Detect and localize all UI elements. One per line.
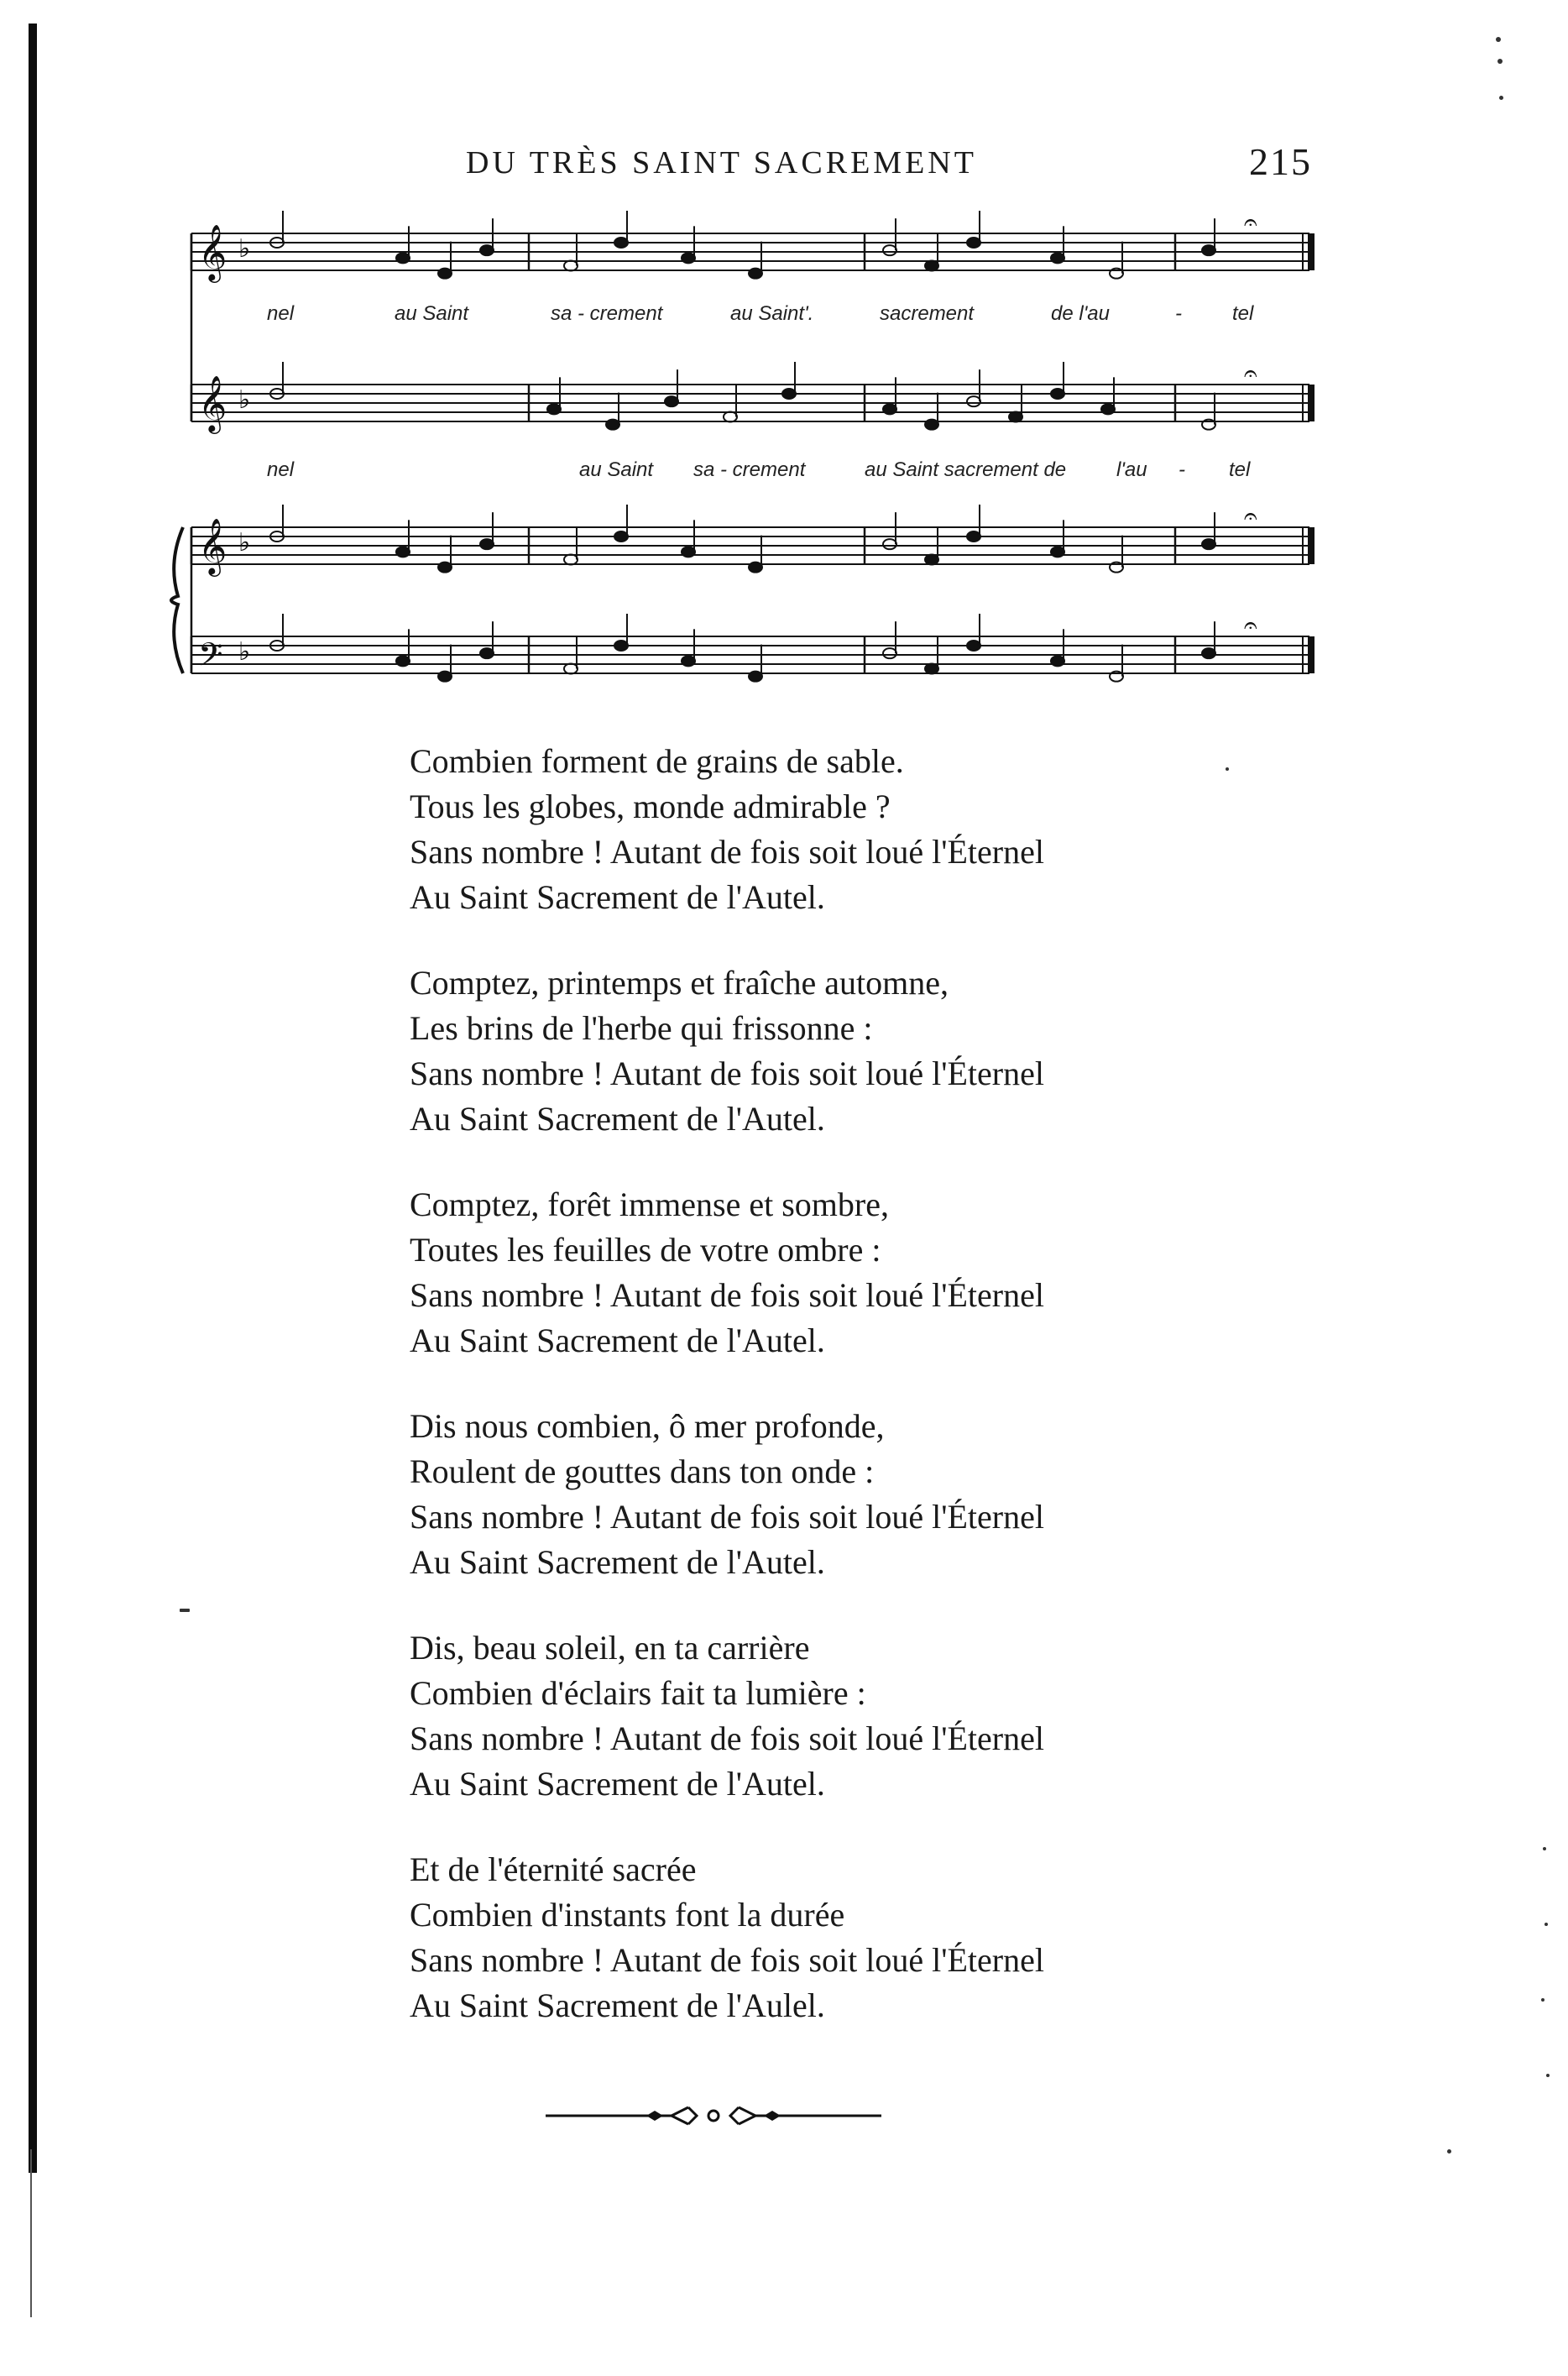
treble-clef-icon: 𝄞 [198, 223, 227, 280]
speck [1546, 2074, 1550, 2077]
page-number: 215 [1249, 140, 1312, 183]
poem-line: Au Saint Sacrement de l'Autel. [410, 1765, 825, 1803]
note-head [665, 396, 678, 406]
note-head [1009, 412, 1022, 422]
lyric-s2-3: sa - crement [693, 458, 806, 481]
music-score [0, 210, 1568, 714]
lyric-s1-8: tel [1232, 302, 1254, 325]
fermata-icon: 𝄐 [1244, 359, 1257, 387]
poem-line: Sans nombre ! Autant de fois soit loué l'Éternel [410, 833, 1044, 871]
note-head [1101, 404, 1115, 414]
tail-ornament-icon [546, 2103, 881, 2133]
lyric-s1-5: sacrement [880, 302, 975, 325]
poem-line: Comptez, printemps et fraîche automne, [410, 964, 949, 1002]
poem-line: Au Saint Sacrement de l'Autel. [410, 1100, 825, 1138]
page-header [0, 140, 1568, 195]
speck [1447, 2149, 1451, 2154]
note-head [1051, 253, 1064, 263]
poem-line: Les brins de l'herbe qui frissonne : [410, 1009, 873, 1047]
stanza-4 [410, 1404, 1417, 1585]
poem-line: Au Saint Sacrement de l'Autel. [410, 878, 825, 916]
poem-line: Combien d'instants font la durée [410, 1896, 845, 1934]
speck [1226, 767, 1229, 771]
note-head [782, 389, 796, 399]
note-head [925, 664, 938, 674]
running-title: DU TRÈS SAINT SACREMENT [466, 145, 977, 181]
lyric-s2-4: au Saint sacrement de [865, 458, 1067, 481]
note-head [682, 253, 695, 263]
note-head [396, 547, 410, 557]
note-head [967, 238, 980, 248]
poem-line: Au Saint Sacrement de l'Autel. [410, 1543, 825, 1581]
note-head [749, 672, 762, 682]
poem-line: Dis, beau soleil, en ta carrière [410, 1629, 810, 1667]
note-head [925, 420, 938, 430]
poem [410, 739, 1417, 2069]
treble-clef-icon: 𝄞 [198, 517, 227, 574]
poem-line: Sans nombre ! Autant de fois soit loué l'Éternel [410, 1276, 1044, 1314]
poem-line: Tous les globes, monde admirable ? [410, 788, 891, 825]
poem-line: Sans nombre ! Autant de fois soit loué l'Éternel [410, 1498, 1044, 1536]
poem-line: Sans nombre ! Autant de fois soit loué l'Éternel [410, 1055, 1044, 1092]
speck [1543, 1847, 1546, 1850]
note-head [883, 539, 896, 549]
lyric-s1-4: au Saint'. [730, 302, 814, 325]
note-head [925, 555, 938, 565]
lyric-s1-2: au Saint [395, 302, 469, 325]
note-head [1202, 539, 1215, 549]
poem-line: Comptez, forêt immense et sombre, [410, 1185, 889, 1223]
poem-line: Toutes les feuilles de votre ombre : [410, 1231, 881, 1269]
poem-line: Au Saint Sacrement de l'Autel. [410, 1321, 825, 1359]
poem-line: Sans nombre ! Autant de fois soit loué l'Éternel [410, 1719, 1044, 1757]
poem-line: Combien forment de grains de sable. [410, 742, 904, 780]
final-barline-thick [1308, 233, 1315, 270]
lyric-s1-7: - [1175, 302, 1182, 325]
brace [171, 527, 183, 673]
note-head [614, 531, 628, 542]
note-head [967, 641, 980, 651]
note-head [925, 261, 938, 271]
treble-clef-icon: 𝄞 [198, 374, 227, 432]
note-head [564, 261, 578, 271]
lyric-s2-1: nel [267, 458, 295, 481]
stanza-2 [410, 960, 1417, 1142]
lyric-s1-3: sa - crement [551, 302, 663, 325]
binding-edge-thin [30, 2149, 32, 2317]
note-head [682, 656, 695, 666]
note-head [883, 245, 896, 255]
fermata-icon: 𝄐 [1244, 611, 1257, 639]
speck [1541, 1998, 1544, 2002]
note-head [1051, 389, 1064, 399]
final-barline-thick [1308, 636, 1315, 673]
note-head [564, 664, 578, 674]
lyric-s2-5: l'au [1116, 458, 1147, 481]
note-head [396, 253, 410, 263]
speck [1496, 37, 1501, 42]
poem-line: Sans nombre ! Autant de fois soit loué l'Éternel [410, 1941, 1044, 1979]
speck [1544, 1923, 1548, 1926]
note-head [1202, 648, 1215, 658]
note-head [967, 531, 980, 542]
note-head [967, 396, 980, 406]
note-head [749, 269, 762, 279]
note-head [1051, 656, 1064, 666]
stanza-1 [410, 739, 1417, 920]
speck [1499, 96, 1503, 100]
note-head [883, 648, 896, 658]
flat-icon: ♭ [238, 637, 251, 667]
flat-icon: ♭ [238, 528, 251, 557]
note-head [438, 672, 452, 682]
note-head [438, 269, 452, 279]
note-head [614, 238, 628, 248]
stanza-5 [410, 1625, 1417, 1807]
note-head [480, 539, 494, 549]
lyric-s1-6: de l'au [1051, 302, 1110, 325]
lyric-s2-2: au Saint [579, 458, 654, 481]
fermata-icon: 𝄐 [1244, 210, 1257, 236]
speck [180, 1609, 190, 1612]
bass-clef-icon: 𝄢 [198, 636, 223, 681]
lyric-s2-7: tel [1229, 458, 1251, 481]
note-head [396, 656, 410, 666]
poem-line: Roulent de gouttes dans ton onde : [410, 1452, 875, 1490]
note-head [682, 547, 695, 557]
poem-line: Dis nous combien, ô mer profonde, [410, 1407, 885, 1445]
flat-icon: ♭ [238, 234, 251, 264]
note-head [614, 641, 628, 651]
lyric-s2-6: - [1179, 458, 1185, 481]
final-barline-thick [1308, 527, 1315, 564]
note-head [883, 404, 896, 414]
note-head [547, 404, 561, 414]
note-head [749, 563, 762, 573]
poem-line: Au Saint Sacrement de l'Aulel. [410, 1986, 825, 2024]
flat-icon: ♭ [238, 385, 251, 415]
note-head [606, 420, 619, 430]
note-head [564, 555, 578, 565]
lyric-s1-1: nel [267, 302, 295, 325]
note-head [1051, 547, 1064, 557]
note-head [480, 648, 494, 658]
poem-line: Combien d'éclairs fait ta lumière : [410, 1674, 866, 1712]
poem-line: Et de l'éternité sacrée [410, 1850, 697, 1888]
stanza-6 [410, 1847, 1417, 2028]
note-head [480, 245, 494, 255]
stanza-3 [410, 1182, 1417, 1363]
note-head [438, 563, 452, 573]
fermata-icon: 𝄐 [1244, 502, 1257, 530]
note-head [724, 412, 737, 422]
final-barline-thick [1308, 385, 1315, 421]
speck [1497, 59, 1503, 64]
note-head [1202, 245, 1215, 255]
